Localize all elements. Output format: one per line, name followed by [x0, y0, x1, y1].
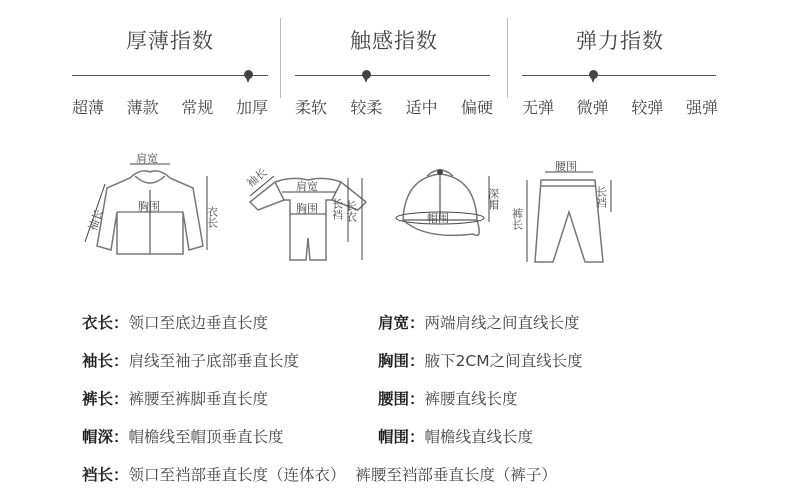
romper-length-label: 长衣 [344, 200, 358, 222]
definition-row [82, 349, 299, 371]
definition-desc: 裤腰至裤脚垂直长度 [128, 390, 269, 408]
elasticity-index-title: 弹力指数 [576, 29, 664, 53]
section-divider [507, 18, 508, 98]
hat-depth-label: 深帽 [486, 188, 500, 210]
elasticity-option: 强弹 [685, 98, 718, 117]
definition-row [82, 311, 268, 333]
definition-term: 裆长： [82, 466, 129, 484]
thickness-index-title: 厚薄指数 [126, 29, 214, 53]
thickness-option: 常规 [181, 98, 214, 117]
thickness-options [72, 95, 268, 118]
jacket-chest-label: 胸围 [138, 200, 160, 213]
softness-scale-line [295, 75, 490, 76]
elasticity-scale-line [522, 75, 716, 76]
hat-icon [385, 150, 510, 270]
elasticity-marker [589, 70, 598, 79]
elasticity-option: 无弹 [522, 98, 555, 117]
definition-term: 衣长： [82, 314, 129, 332]
definition-term: 袖长： [82, 352, 129, 370]
definition-row [378, 425, 533, 447]
romper-diagram [240, 150, 375, 275]
elasticity-option: 较弹 [631, 98, 664, 117]
definition-row [82, 463, 557, 485]
softness-option: 较柔 [350, 98, 383, 117]
definition-desc: 腋下2CM之间直线长度 [424, 352, 583, 370]
definition-desc: 肩线至袖子底部垂直长度 [128, 352, 300, 370]
romper-rise-label: 长裆 [330, 198, 344, 220]
jacket-shoulder-label: 肩宽 [136, 152, 158, 165]
definition-row [378, 387, 518, 409]
elasticity-options [522, 95, 718, 118]
definition-desc: 领口至裆部垂直长度（连体衣） 裤腰至裆部垂直长度（裤子） [128, 466, 557, 484]
thickness-option: 薄款 [126, 98, 159, 117]
measurement-diagrams [0, 150, 790, 280]
jacket-sleeve-label: 袖长 [86, 207, 106, 233]
definition-term: 帽深： [82, 428, 129, 446]
softness-index [295, 0, 493, 130]
softness-marker [362, 70, 371, 79]
elasticity-index [522, 0, 718, 130]
section-divider [280, 18, 281, 98]
thickness-option: 超薄 [72, 98, 105, 117]
romper-sleeve-label: 袖长 [244, 165, 270, 191]
definition-desc: 帽檐线直线长度 [424, 428, 534, 446]
pants-diagram [510, 150, 625, 275]
softness-option: 偏硬 [460, 98, 493, 117]
definition-desc: 裤腰直线长度 [424, 390, 518, 408]
definition-term: 肩宽： [378, 314, 425, 332]
definition-row [378, 349, 583, 371]
hat-circumference-label: 帽围 [427, 212, 449, 225]
definition-term: 胸围： [378, 352, 425, 370]
definition-term: 裤长： [82, 390, 129, 408]
softness-index-title: 触感指数 [350, 29, 438, 53]
thickness-marker [244, 70, 253, 79]
pants-rise-label: 长裆 [594, 186, 608, 208]
jacket-icon [75, 150, 225, 270]
thickness-index [72, 0, 268, 130]
pants-length-label: 裤长 [510, 208, 524, 230]
thickness-option: 加厚 [235, 98, 268, 117]
softness-options [295, 95, 493, 118]
jacket-diagram [75, 150, 225, 270]
elasticity-option: 微弹 [576, 98, 609, 117]
definition-term: 帽围： [378, 428, 425, 446]
definition-desc: 两端肩线之间直线长度 [424, 314, 580, 332]
softness-option: 柔软 [295, 98, 328, 117]
definition-row [378, 311, 580, 333]
hat-diagram [385, 150, 510, 270]
definition-term: 腰围： [378, 390, 425, 408]
romper-chest-label: 胸围 [296, 202, 318, 215]
pants-waist-label: 腰围 [555, 160, 577, 173]
romper-shoulder-label: 肩宽 [296, 180, 318, 193]
definition-row [82, 387, 268, 409]
definition-desc: 领口至底边垂直长度 [128, 314, 269, 332]
softness-option: 适中 [405, 98, 438, 117]
jacket-length-label: 衣长 [205, 206, 219, 228]
definition-desc: 帽檐线至帽顶垂直长度 [128, 428, 284, 446]
definition-row [82, 425, 284, 447]
indices-section [0, 0, 790, 130]
thickness-scale-line [72, 75, 268, 76]
romper-icon [240, 150, 375, 275]
pants-icon [510, 150, 625, 275]
